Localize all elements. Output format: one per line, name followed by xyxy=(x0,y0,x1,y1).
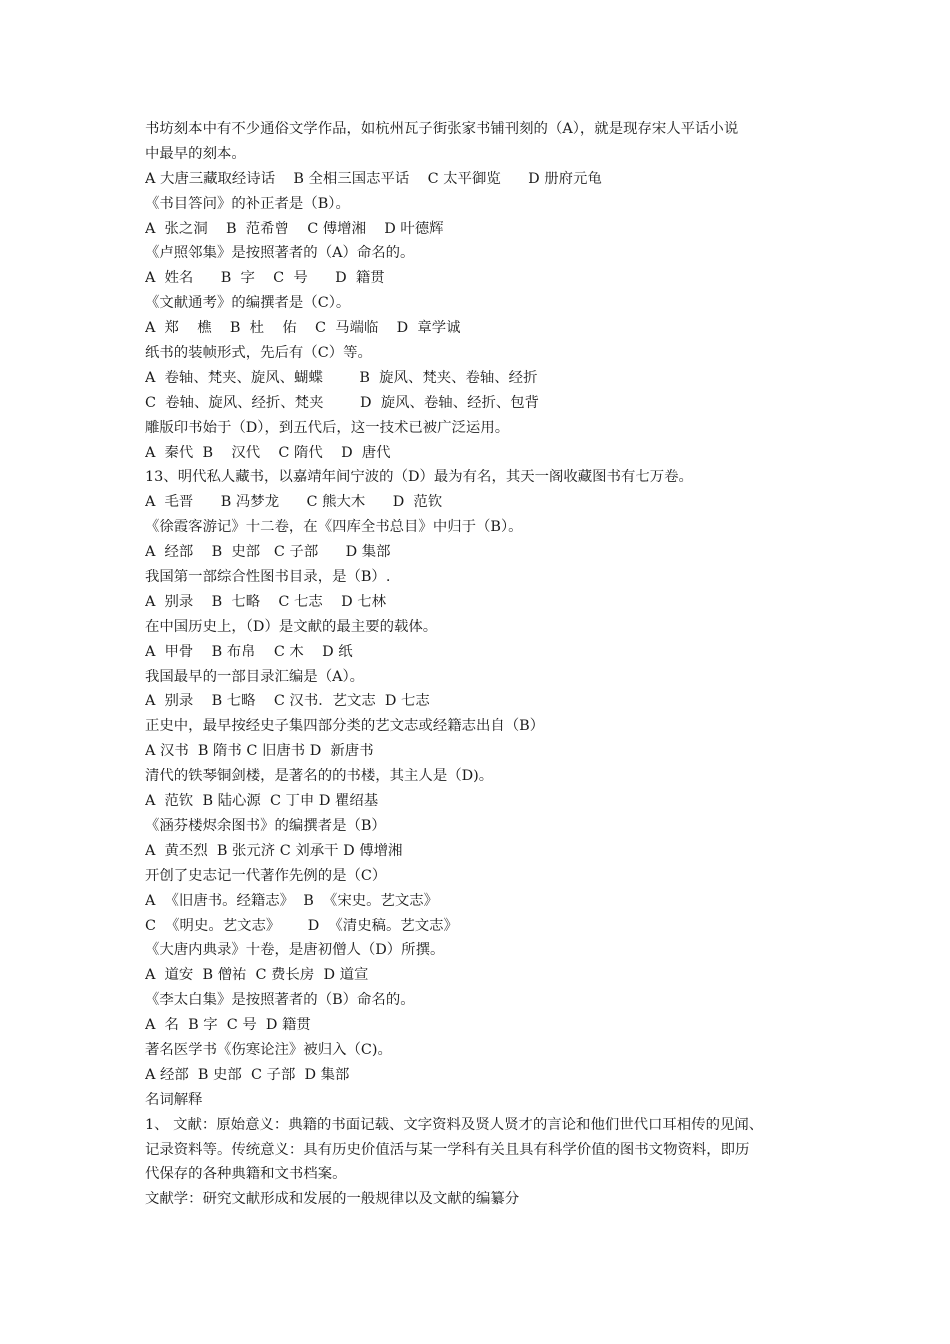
text-line-25: 正史中，最早按经史子集四部分类的艺文志或经籍志出自（B） xyxy=(145,718,545,735)
text-line-13: 雕版印书始于（D），到五代后，这一技术已被广泛运用。 xyxy=(145,419,510,436)
text-line-2: 中最早的刻本。 xyxy=(145,145,246,162)
text-line-6: 《卢照邻集》是按照著者的（A）命名的。 xyxy=(145,245,415,262)
text-line-18: A 经部 B 史部 C 子部 D 集部 xyxy=(145,544,391,561)
text-line-14: A 秦代 B 汉代 C 隋代 D 唐代 xyxy=(145,444,391,461)
text-line-37: A 名 B 字 C 号 D 籍贯 xyxy=(145,1017,311,1034)
text-line-3: A 大唐三藏取经诗话 B 全相三国志平话 C 太平御览 D 册府元龟 xyxy=(145,170,602,187)
text-line-19: 我国第一部综合性图书目录，是（B）. xyxy=(145,569,391,586)
text-line-10: 纸书的装帧形式，先后有（C）等。 xyxy=(145,345,372,362)
text-line-20: A 别录 B 七略 C 七志 D 七林 xyxy=(145,593,386,610)
text-line-42: 记录资料等。传统意义：具有历史价值活与某一学科有关且具有科学价值的图书文物资料，即历 xyxy=(145,1141,750,1158)
text-line-21: 在中国历史上，（D）是文献的最主要的载体。 xyxy=(145,618,438,635)
text-line-5: A 张之洞 B 范希曾 C 傅增湘 D 叶德辉 xyxy=(145,220,444,237)
text-line-24: A 别录 B 七略 C 汉书．艺文志 D 七志 xyxy=(145,693,430,710)
text-line-36: 《李太白集》是按照著者的（B）命名的。 xyxy=(145,992,415,1009)
section-heading: 名词解释 xyxy=(145,1091,203,1108)
text-line-22: A 甲骨 B 布帛 C 木 D 纸 xyxy=(145,643,353,660)
text-line-32: A 《旧唐书。经籍志》 B 《宋史。艺文志》 xyxy=(145,892,439,909)
text-line-39: A 经部 B 史部 C 子部 D 集部 xyxy=(145,1066,350,1083)
text-line-16: A 毛晋 B 冯梦龙 C 熊大木 D 范钦 xyxy=(145,494,443,511)
text-line-27: 清代的铁琴铜剑楼，是著名的的书楼，其主人是（D)。 xyxy=(145,768,494,785)
text-line-29: 《涵芬楼烬余图书》的编撰者是（B） xyxy=(145,817,386,834)
text-line-17: 《徐霞客游记》十二卷，在《四库全书总目》中归于（B）。 xyxy=(145,519,523,536)
text-line-38: 著名医学书《伤寒论注》被归入（C)。 xyxy=(145,1041,392,1058)
text-line-12: C 卷轴、旋风、经折、梵夹 D 旋风、卷轴、经折、包背 xyxy=(145,394,540,411)
text-line-15: 13、明代私人藏书，以嘉靖年间宁波的（D）最为有名，其天一阁收藏图书有七万卷。 xyxy=(145,469,693,486)
text-line-31: 开创了史志记一代著作先例的是（C） xyxy=(145,867,387,884)
text-line-9: A 郑 樵 B 杜 佑 C 马端临 D 章学诚 xyxy=(145,320,461,337)
text-line-44: 文献学：研究文献形成和发展的一般规律以及文献的编纂分 xyxy=(145,1191,520,1208)
text-line-8: 《文献通考》的编撰者是（C）。 xyxy=(145,295,351,312)
text-line-43: 代保存的各种典籍和文书档案。 xyxy=(145,1166,347,1183)
text-line-28: A 范钦 B 陆心源 C 丁申 D 瞿绍基 xyxy=(145,793,379,810)
text-line-33: C 《明史。艺文志》 D 《清史稿。艺文志》 xyxy=(145,917,458,934)
text-line-4: 《书目答问》的补正者是（B）。 xyxy=(145,195,350,212)
text-line-11: A 卷轴、梵夹、旋风、蝴蝶 B 旋风、梵夹、卷轴、经折 xyxy=(145,369,538,386)
text-line-7: A 姓名 B 字 C 号 D 籍贯 xyxy=(145,270,385,287)
document-page xyxy=(145,117,815,1212)
text-line-26: A 汉书 B 隋书 C 旧唐书 D 新唐书 xyxy=(145,743,374,760)
text-line-41: 1、 文献：原始意义：典籍的书面记载、文字资料及贤人贤才的言论和他们世代口耳相传的见闻、 xyxy=(145,1116,764,1133)
text-line-30: A 黄丕烈 B 张元济 C 刘承干 D 傅增湘 xyxy=(145,842,403,859)
text-line-35: A 道安 B 僧祐 C 费长房 D 道宣 xyxy=(145,967,369,984)
text-line-1: 书坊刻本中有不少通俗文学作品，如杭州瓦子街张家书铺刊刻的（A），就是现存宋人平话小说 xyxy=(145,121,739,137)
text-line-23: 我国最早的一部目录汇编是（A）。 xyxy=(145,668,365,685)
text-line-34: 《大唐内典录》十卷，是唐初僧人（D）所撰。 xyxy=(145,942,445,959)
